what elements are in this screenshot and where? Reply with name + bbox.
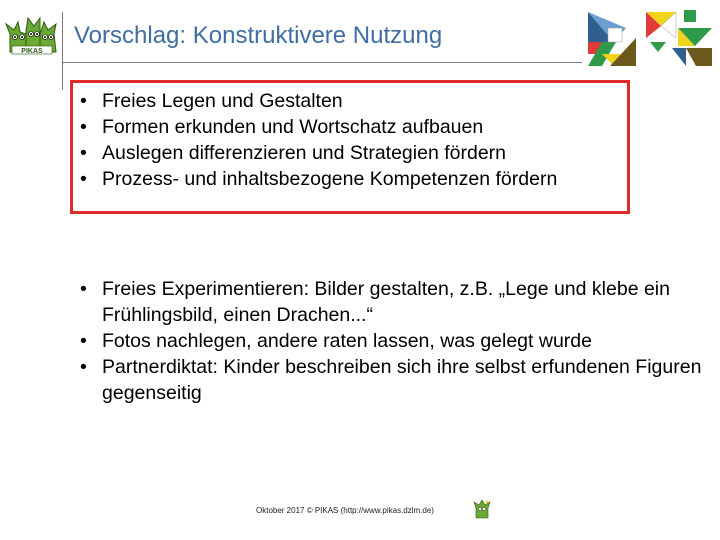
pikas-small-logo-icon: [472, 498, 492, 520]
list-item: • Fotos nachlegen, andere raten lassen, was gelegt wurde: [72, 328, 712, 354]
footer-text: Oktober 2017 © PIKAS (http://www.pikas.dzlm.de): [256, 506, 434, 515]
slide-title: Vorschlag: Konstruktivere Nutzung: [74, 22, 443, 49]
header-vertical-rule: [62, 12, 63, 90]
list-item: • Partnerdiktat: Kinder beschreiben sich ihre selbst erfundenen Figuren gegenseitig: [72, 354, 712, 406]
main-bullet-list: [72, 276, 712, 406]
tangram-icon: [586, 8, 714, 66]
list-item: • Prozess- und inhaltsbezogene Kompetenzen fördern: [72, 166, 632, 192]
svg-text:PIKAS: PIKAS: [21, 48, 43, 55]
list-item: • Auslegen differenzieren und Strategien fördern: [72, 140, 632, 166]
pikas-logo-icon: [4, 12, 60, 60]
list-item: • Freies Experimentieren: Bilder gestalten, z.B. „Lege und klebe ein Frühlingsbild, einen Drachen...“: [72, 276, 712, 328]
header-horizontal-rule: [62, 62, 582, 63]
highlight-bullet-list: [72, 88, 632, 192]
list-item: • Formen erkunden und Wortschatz aufbauen: [72, 114, 632, 140]
list-item: • Freies Legen und Gestalten: [72, 88, 632, 114]
